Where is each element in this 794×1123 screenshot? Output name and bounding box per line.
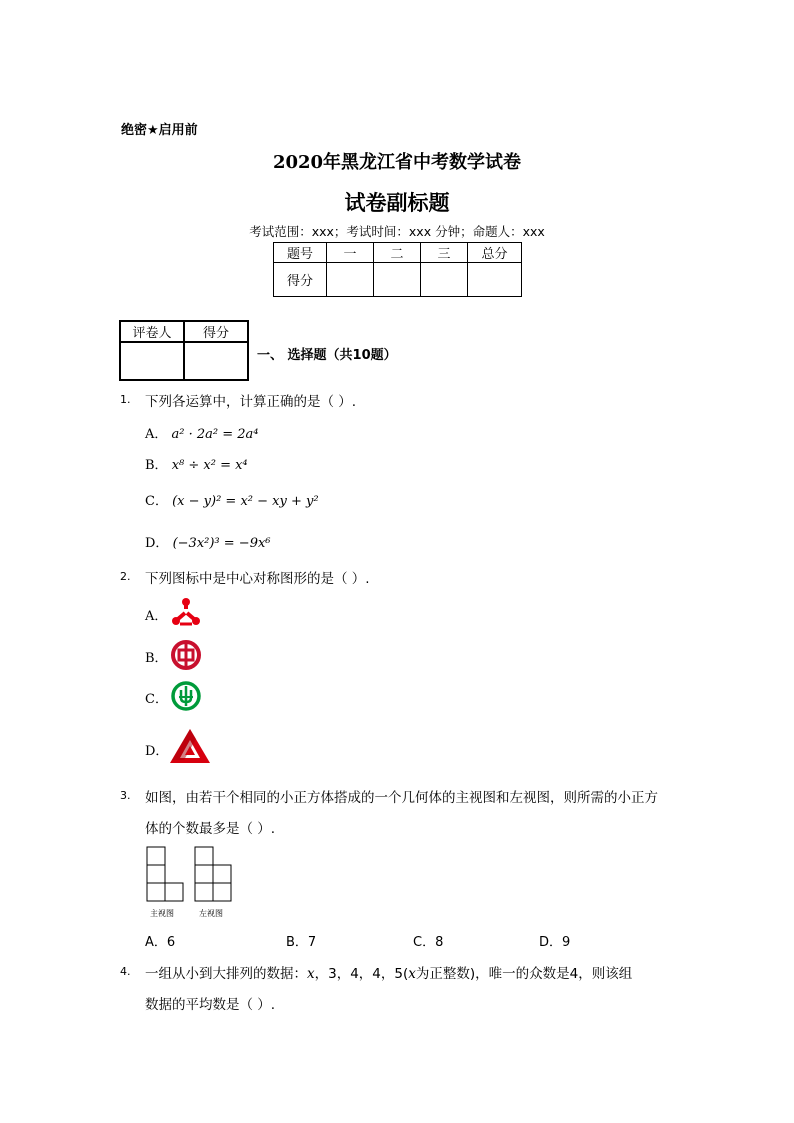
score-cell[interactable]: [421, 263, 468, 297]
score-header-cell: 三: [421, 243, 468, 263]
grader-cell[interactable]: [184, 342, 248, 380]
question-text: 下列图标中是中心对称图形的是（ ）.: [145, 571, 370, 587]
option-d[interactable]: [145, 532, 271, 551]
option-a[interactable]: [145, 423, 259, 442]
score-row-label: 得分: [274, 263, 327, 297]
question-number: 4.: [120, 965, 131, 978]
figure-caption: 主视图: [150, 909, 174, 918]
question-text: 体的个数最多是（ ）.: [145, 821, 276, 837]
grader-header-cell: 评卷人: [120, 321, 184, 342]
score-cell[interactable]: [374, 263, 421, 297]
question-number: 2.: [120, 570, 131, 583]
option-c[interactable]: [145, 490, 319, 509]
option-b[interactable]: B．7: [286, 935, 317, 950]
option-label: B．: [145, 458, 168, 473]
option-label: B．: [145, 651, 168, 666]
question-number: 3.: [120, 789, 131, 802]
bank-of-china-logo-icon[interactable]: [170, 639, 202, 671]
score-cell[interactable]: [327, 263, 374, 297]
score-header-cell: 二: [374, 243, 421, 263]
agricultural-bank-logo-icon[interactable]: [170, 680, 202, 712]
question-text: 下列各运算中，计算正确的是（ ）.: [145, 394, 357, 410]
score-cell[interactable]: [468, 263, 522, 297]
score-table: [273, 242, 522, 297]
score-header-cell: 总分: [468, 243, 522, 263]
option-expression: (x − y)² = x² − xy + y²: [172, 494, 319, 509]
question-text: 如图，由若干个相同的小正方体搭成的一个几何体的主视图和左视图，则所需的小正方: [145, 790, 658, 806]
option-label: C．: [145, 494, 168, 509]
question-text: 数据的平均数是（ ）.: [145, 997, 276, 1013]
option-label: A．: [145, 609, 168, 624]
option-expression: a² · 2a² = 2a⁴: [171, 427, 259, 442]
section-title: 一、 选择题（共10题）: [257, 348, 397, 363]
red-triangle-logo-icon[interactable]: [168, 727, 212, 767]
grader-table: [119, 320, 249, 381]
option-expression: x⁸ ÷ x² = x⁴: [171, 458, 248, 473]
views-figure: [146, 846, 238, 906]
grader-cell[interactable]: [120, 342, 184, 380]
grader-header-cell: 得分: [184, 321, 248, 342]
option-b[interactable]: [145, 454, 248, 473]
exam-info: 考试范围：xxx；考试时间：xxx 分钟；命题人：xxx: [249, 224, 545, 239]
option-c[interactable]: C．8: [413, 935, 444, 950]
option-label: D．: [145, 744, 169, 759]
option-label: A．: [145, 427, 168, 442]
score-header-cell: 题号: [274, 243, 327, 263]
exam-title: 2020年黑龙江省中考数学试卷: [272, 152, 522, 173]
china-construction-bank-logo-icon[interactable]: [170, 597, 202, 627]
score-header-cell: 一: [327, 243, 374, 263]
secret-label: 绝密★启用前: [121, 123, 198, 138]
option-label: C．: [145, 692, 168, 707]
question-number: 1.: [120, 393, 131, 406]
option-label: D．: [145, 536, 169, 551]
option-d[interactable]: D．9: [539, 935, 571, 950]
question-text: 一组从小到大排列的数据：x，3，4，4，5(x为正整数)，唯一的众数是4，则该组: [145, 966, 633, 982]
figure-caption: 左视图: [199, 909, 223, 918]
option-expression: (−3x²)³ = −9x⁶: [172, 536, 271, 551]
option-a[interactable]: A．6: [145, 935, 176, 950]
exam-subtitle: 试卷副标题: [344, 191, 450, 215]
